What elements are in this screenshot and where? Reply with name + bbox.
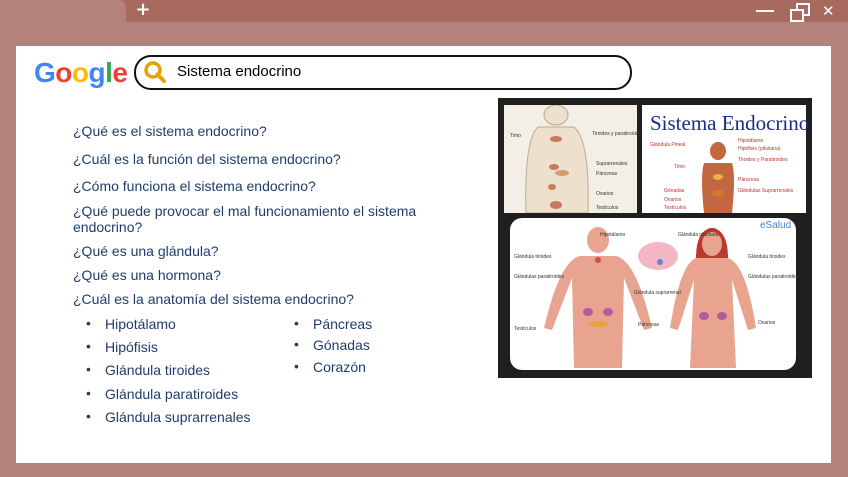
question-item: ¿Qué es una hormona? — [73, 267, 221, 283]
diagram-label: Testículos — [664, 205, 687, 211]
diagram-label: Glándulas Suprarrenales — [738, 188, 794, 194]
diagram-label: Páncreas — [596, 171, 618, 177]
question-item: ¿Qué es el sistema endocrino? — [73, 123, 267, 139]
restore-icon[interactable] — [790, 3, 810, 21]
diagram-label: Ovarios — [664, 197, 682, 203]
question-item: ¿Qué es una glándula? — [73, 243, 219, 259]
esalud-logo: eSalud — [760, 220, 792, 231]
organ-list-item: • Glándula suprarrenales — [86, 408, 251, 425]
new-tab-icon[interactable]: + — [135, 0, 151, 20]
question-item: ¿Qué puede provocar el mal funcionamiento el sistema endocrino? — [73, 203, 417, 235]
diagram-label: Glándula suprarrenal — [634, 290, 681, 296]
diagram-label: Glándula Pineal — [650, 142, 686, 148]
logo-letter: o — [55, 57, 72, 88]
diagram-label: Páncreas — [738, 177, 760, 183]
browser-titlebar — [0, 0, 848, 22]
logo-letter: o — [71, 57, 89, 88]
diagram-label: Gónadas — [664, 188, 685, 194]
diagram-label: Hipófisis (pituitaria) — [738, 146, 781, 152]
search-input[interactable] — [134, 55, 632, 90]
organ-list-item: • Glándula paratiroides — [86, 385, 239, 402]
diagram-endocrine-panel — [642, 105, 810, 213]
question-item: ¿Cuál es la anatomía del sistema endocrino? — [73, 291, 354, 307]
search-query[interactable]: Sistema endocrino — [177, 63, 302, 80]
logo-letter: l — [105, 57, 113, 88]
magnifier-icon[interactable] — [143, 60, 167, 84]
diagram-label: Timo — [510, 133, 521, 139]
diagram-label: Glándulas paratiroides — [514, 274, 565, 280]
diagram-label: Ovarios — [758, 320, 776, 326]
organ-list-item: • Glándula tiroides — [86, 361, 211, 378]
diagram-label: Testículos — [596, 205, 619, 211]
close-icon[interactable]: ✕ — [822, 2, 835, 20]
diagram-label: Tiroides y paratiroides — [592, 131, 642, 137]
diagram-label: Páncreas — [638, 322, 660, 328]
organ-list-item: • Páncreas — [294, 315, 373, 332]
organ-list-item: • Hipófisis — [86, 338, 158, 355]
diagram-label: Glándula pituitaria — [678, 232, 719, 238]
diagram-torso-panel — [504, 105, 642, 213]
organ-list-item: • Corazón — [294, 358, 366, 375]
diagram-label: Testículos — [514, 326, 537, 332]
diagram-label: Tiroides y Paratiroides — [738, 157, 788, 163]
organ-list-item: • Hipotálamo — [86, 315, 176, 332]
diagram-bodies-panel — [510, 218, 799, 370]
diagram-label: Glándulas paratiroides — [748, 274, 799, 280]
minimize-icon[interactable] — [756, 10, 774, 12]
diagram-label: Hipotálamo — [600, 232, 626, 238]
logo-letter: G — [34, 57, 56, 88]
question-item: ¿Cuál es la función del sistema endocrino? — [73, 151, 341, 167]
question-item: ¿Cómo funciona el sistema endocrino? — [73, 178, 316, 194]
logo-letter: e — [112, 57, 128, 88]
logo-letter: g — [88, 57, 106, 88]
diagram-label: Glándula tiroides — [748, 254, 786, 260]
diagram-label: Glándula tiroides — [514, 254, 552, 260]
diagram-title: Sistema Endocrino — [650, 111, 810, 135]
diagram-label: Hipotálamo — [738, 138, 764, 144]
endocrine-system-image[interactable] — [498, 98, 812, 378]
diagram-label: Timo — [674, 164, 685, 170]
organ-list-item: • Gónadas — [294, 336, 370, 353]
diagram-label: Suprarrenales — [596, 161, 628, 167]
google-logo — [34, 57, 127, 89]
torso-illustration — [504, 105, 637, 213]
browser-tab[interactable] — [0, 0, 126, 22]
diagram-label: Ovarios — [596, 191, 614, 197]
